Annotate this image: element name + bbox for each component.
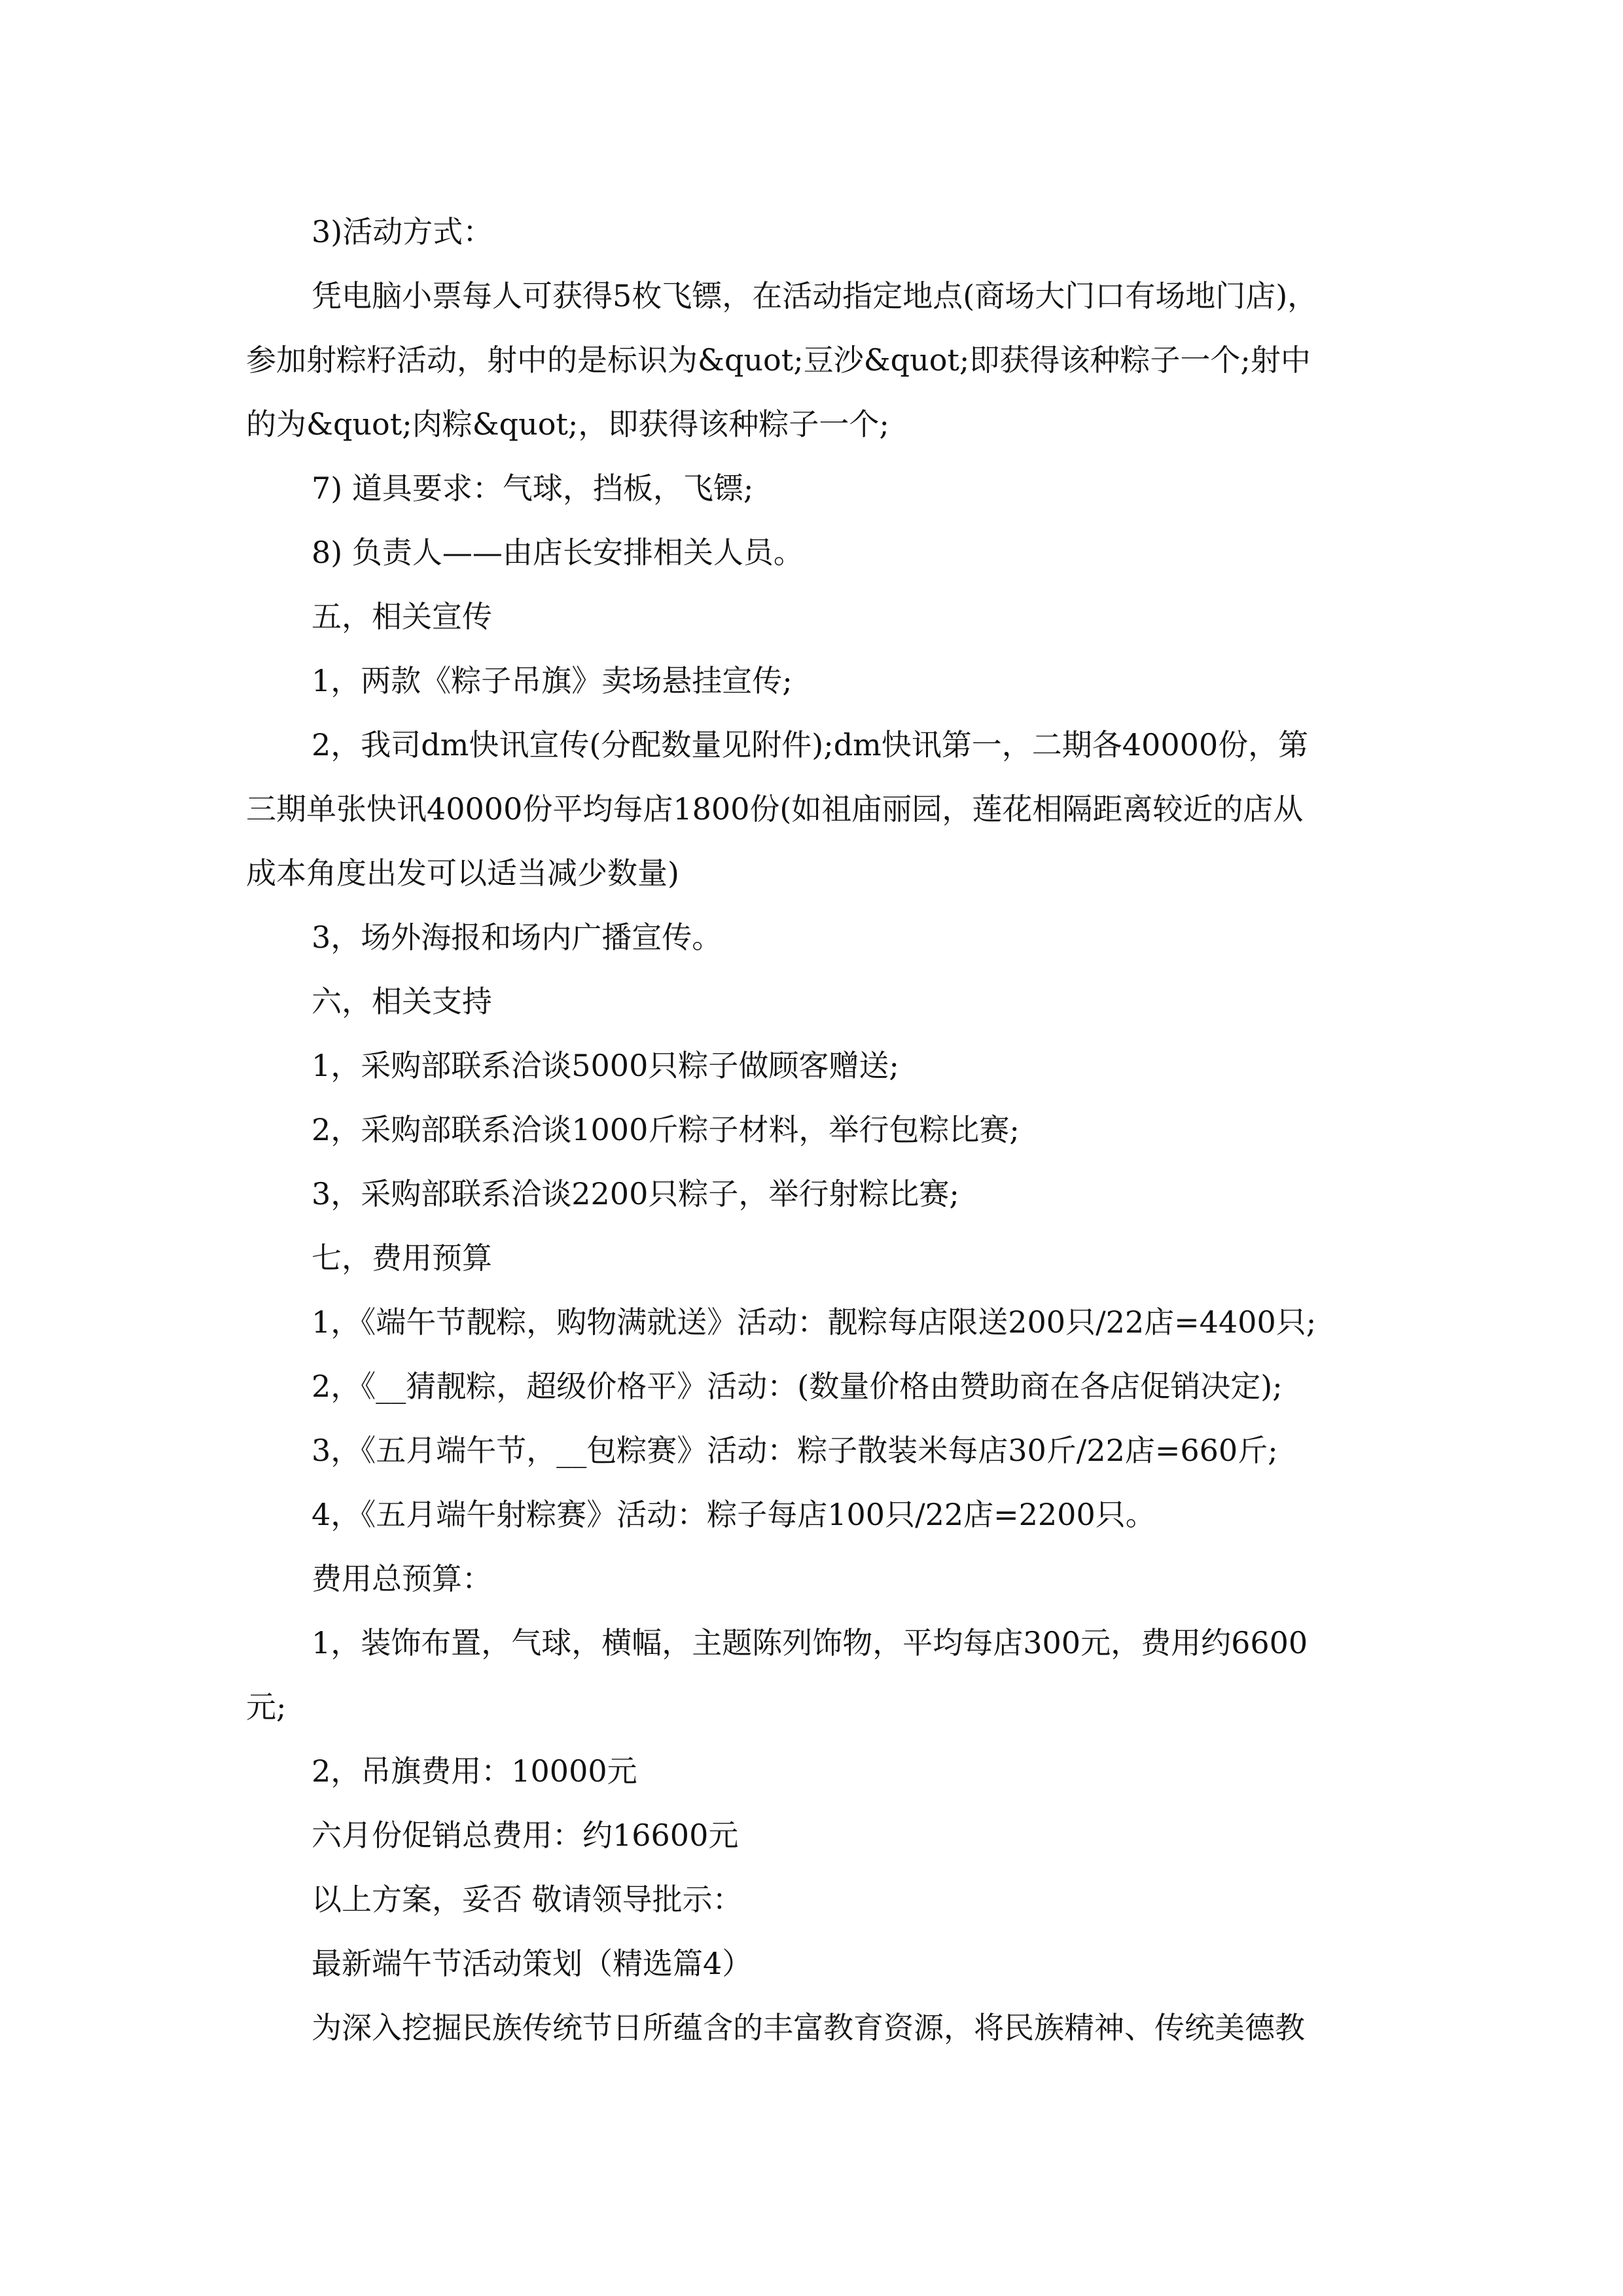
paragraph-line: 为深入挖掘民族传统节日所蕴含的丰富教育资源，将民族精神、传统美德教	[312, 2010, 1305, 2045]
paragraph-line: 1，《端午节靓粽，购物满就送》活动：靓粽每店限送200只/22店=4400只;	[312, 1304, 1317, 1340]
paragraph-line: 3，《五月端午节，__包粽赛》活动：粽子散装米每店30斤/22店=660斤;	[312, 1433, 1278, 1468]
paragraph-line: 2，吊旗费用：10000元	[312, 1753, 637, 1789]
paragraph-line: 3，场外海报和场内广播宣传。	[312, 920, 722, 955]
paragraph-line: 2，《__猜靓粽，超级价格平》活动：(数量价格由赞助商在各店促销决定);	[312, 1369, 1283, 1404]
paragraph-line: 三期单张快讯40000份平均每店1800份(如祖庙丽园，莲花相隔距离较近的店从	[246, 791, 1304, 827]
paragraph-line: 六月份促销总费用：约16600元	[312, 1818, 739, 1853]
paragraph-line: 4，《五月端午射粽赛》活动：粽子每店100只/22店=2200只。	[312, 1497, 1156, 1532]
paragraph-line: 8) 负责人——由店长安排相关人员。	[312, 535, 804, 570]
paragraph-line: 1，两款《粽子吊旗》卖场悬挂宣传;	[312, 663, 793, 698]
paragraph-line: 1，采购部联系洽谈5000只粽子做顾客赠送;	[312, 1048, 899, 1083]
paragraph-line: 2，我司dm快讯宣传(分配数量见附件);dm快讯第一，二期各40000份，第	[312, 727, 1309, 762]
paragraph-line: 参加射粽籽活动，射中的是标识为&quot;豆沙&quot;即获得该种粽子一个;射中	[246, 342, 1311, 378]
paragraph-line: 的为&quot;肉粽&quot;，即获得该种粽子一个;	[246, 406, 889, 442]
paragraph-line: 七，费用预算	[312, 1240, 492, 1276]
paragraph-line: 最新端午节活动策划（精选篇4）	[312, 1946, 753, 1981]
paragraph-line: 元;	[246, 1689, 287, 1725]
paragraph-line: 以上方案，妥否 敬请领导批示：	[312, 1882, 743, 1917]
paragraph-line: 2，采购部联系洽谈1000斤粽子材料，举行包粽比赛;	[312, 1112, 1020, 1147]
paragraph-line: 六，相关支持	[312, 984, 492, 1019]
paragraph-line: 凭电脑小票每人可获得5枚飞镖，在活动指定地点(商场大门口有场地门店)，	[312, 278, 1318, 314]
paragraph-line: 五，相关宣传	[312, 599, 492, 634]
paragraph-line: 7) 道具要求：气球，挡板，飞镖;	[312, 471, 754, 506]
paragraph-line: 3，采购部联系洽谈2200只粽子，举行射粽比赛;	[312, 1176, 959, 1211]
paragraph-line: 1，装饰布置，气球，横幅，主题陈列饰物，平均每店300元，费用约6600	[312, 1625, 1308, 1660]
document-body	[246, 200, 1382, 2060]
paragraph-line: 费用总预算：	[312, 1561, 492, 1596]
paragraph-line: 成本角度出发可以适当减少数量)	[246, 855, 679, 891]
paragraph-line: 3)活动方式：	[312, 214, 493, 249]
